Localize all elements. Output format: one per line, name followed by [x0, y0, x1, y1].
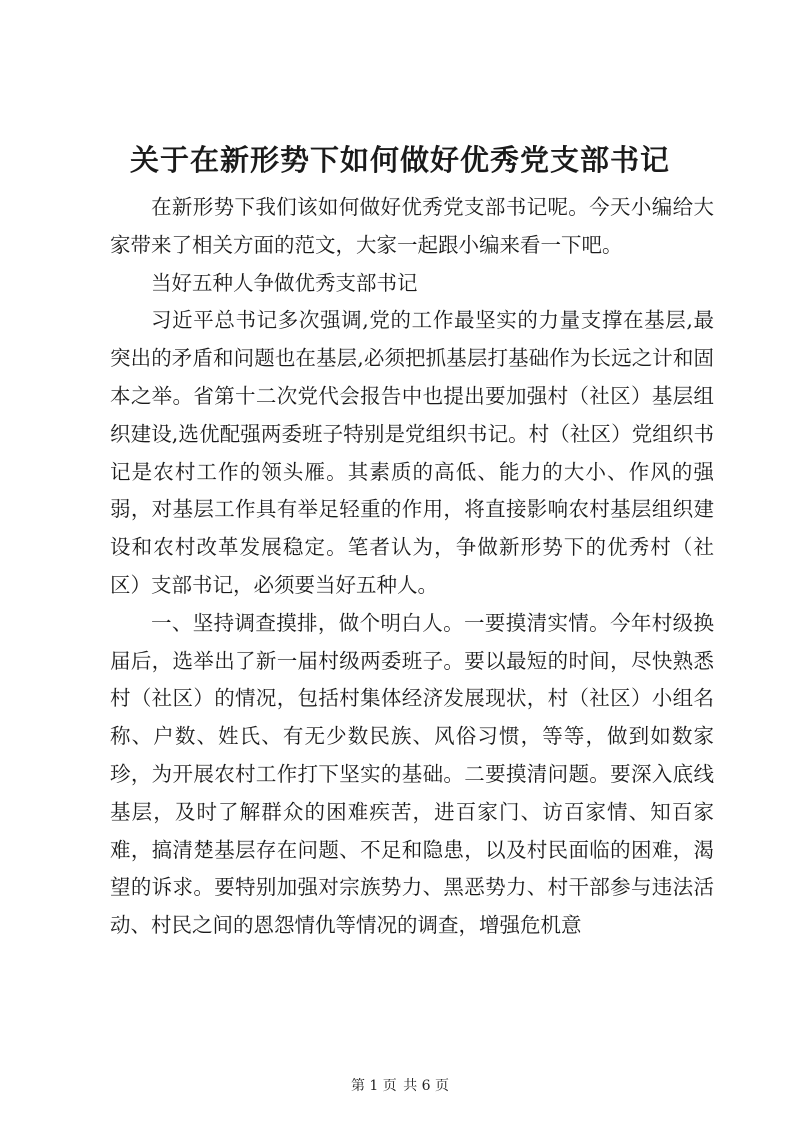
paragraph-intro: 在新形势下我们该如何做好优秀党支部书记呢。今天小编给大家带来了相关方面的范文，大家一起跟小编来看一下吧。 [110, 195, 714, 257]
document-body [110, 189, 714, 945]
page-total: 共 6 页 [403, 1078, 450, 1094]
paragraph-background: 习近平总书记多次强调,党的工作最坚实的力量支撑在基层,最突出的矛盾和问题也在基层,必须把抓基层打基础作为长远之计和固本之举。省第十二次党代会报告中也提出要加强村（社区）基层组织建设,选优配强两委班子特别是党组织书记。村（社区）党组织书记是农村工作的领头雁。其素质的高低、能力的大小、作风的强弱，对基层工作具有举足轻重的作用，将直接影响农村基层组织建设和农村改革发展稳定。笔者认为，争做新形势下的优秀村（社区）支部书记，必须要当好五种人。 [110, 308, 714, 597]
page-footer [0, 1075, 800, 1095]
paragraph-point-one: 一、坚持调查摸排，做个明白人。一要摸清实情。今年村级换届后，选举出了新一届村级两委班子。要以最短的时间，尽快熟悉村（社区）的情况，包括村集体经济发展现状，村（社区）小组名称、户数、姓氏、有无少数民族、风俗习惯，等等，做到如数家珍，为开展农村工作打下坚实的基础。二要摸清问题。要深入底线基层，及时了解群众的困难疾苦，进百家门、访百家情、知百家难，搞清楚基层存在问题、不足和隐患，以及村民面临的困难，渴望的诉求。要特别加强对宗族势力、黑恶势力、村干部参与违法活动、村民之间的恩怨情仇等情况的调查，增强危机意 [110, 610, 714, 938]
paragraph-subheading: 当好五种人争做优秀支部书记 [151, 270, 418, 295]
document-title: 关于在新形势下如何做好优秀党支部书记 [129, 143, 670, 177]
page-number: 第 1 页 [350, 1078, 397, 1094]
